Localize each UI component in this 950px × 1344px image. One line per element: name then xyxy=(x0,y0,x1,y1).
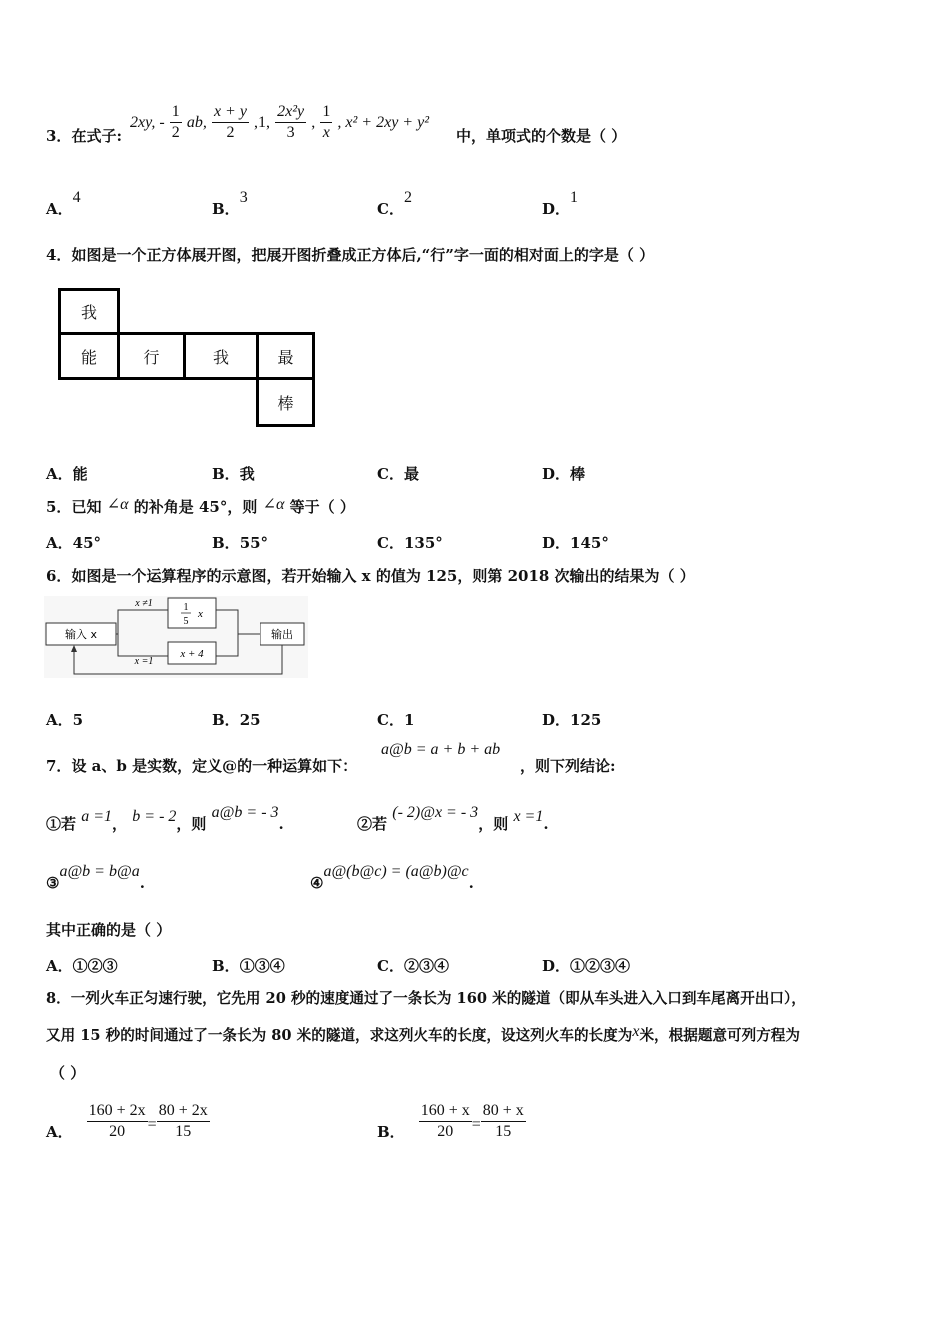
equals-sign: = xyxy=(147,1116,157,1133)
q4-option-d[interactable] xyxy=(542,463,585,484)
option-label: B． xyxy=(212,465,240,483)
q3-expr-part: ab, xyxy=(186,114,207,131)
frac-den: 2 xyxy=(171,124,180,141)
q6-text: 如图是一个运算程序的示意图，若开始输入 x 的值为 125，则第 2018 次输出的结果为（ ） xyxy=(71,567,695,585)
s1-result: a@b = - 3 xyxy=(211,804,279,821)
q7-text-2: ，则下列结论: xyxy=(520,757,616,775)
option-a-right-fraction xyxy=(157,1101,210,1142)
q5-text: 等于（ ） xyxy=(289,498,355,516)
frac-den: 15 xyxy=(495,1122,512,1140)
net-cell-row3: 我 xyxy=(183,332,259,380)
net-cell-row4: 最 xyxy=(256,332,315,380)
option-value: 145° xyxy=(570,534,609,552)
q7-number: 7． xyxy=(46,757,72,775)
q4-option-c[interactable] xyxy=(377,463,419,484)
option-value: 25 xyxy=(239,711,261,729)
option-value: 棒 xyxy=(570,465,586,483)
option-label: A． xyxy=(46,711,73,729)
op-top-var: x xyxy=(198,608,203,620)
q5-text: 已知 xyxy=(71,498,102,516)
q3-option-c[interactable] xyxy=(377,189,412,219)
net-cell-row1: 能 xyxy=(58,332,120,380)
option-label: D． xyxy=(542,957,571,975)
input-label: 输入 x xyxy=(64,628,98,641)
q6-option-c[interactable] xyxy=(377,709,414,730)
option-value: 5 xyxy=(72,711,84,729)
equals-sign: = xyxy=(471,1116,481,1133)
net-cell-row2: 行 xyxy=(117,332,186,380)
period: . xyxy=(468,874,474,892)
option-value: ①③④ xyxy=(239,957,285,975)
option-label: A． xyxy=(46,465,73,483)
option-label: C． xyxy=(377,957,404,975)
output-label: 输出 xyxy=(271,628,293,641)
q3-expression xyxy=(130,102,429,143)
q3-stem xyxy=(46,126,122,146)
option-b-left-fraction xyxy=(419,1101,472,1142)
option-value: 1 xyxy=(403,711,415,729)
q3-fraction-2x2y xyxy=(275,102,306,143)
frac-den: x xyxy=(322,124,330,141)
option-value: 4 xyxy=(72,189,81,206)
statement-prefix: ③ xyxy=(46,874,60,892)
op-top-num: 1 xyxy=(183,602,189,613)
then-word: ，则 xyxy=(478,815,509,833)
cond-bottom-label: x =1 xyxy=(134,656,154,667)
frac-den: 3 xyxy=(286,124,295,141)
q3-prefix: 在式子: xyxy=(71,127,122,145)
option-label: B． xyxy=(212,711,240,729)
q7-question: 其中正确的是（ ） xyxy=(46,921,172,939)
q8-option-a[interactable] xyxy=(46,1096,210,1146)
q5-option-a[interactable] xyxy=(46,532,101,553)
q7-text: 设 a、b 是实数，定义@的一种运算如下： xyxy=(71,757,358,775)
q5-option-b[interactable] xyxy=(212,532,268,553)
op-top-box xyxy=(168,598,216,628)
q5-text: 的补角是 45°，则 xyxy=(133,498,258,516)
option-label: D． xyxy=(542,711,571,729)
option-label: D． xyxy=(542,534,571,552)
statement-prefix: ④ xyxy=(310,874,324,892)
op-bottom-label: x + 4 xyxy=(180,648,204,660)
cond-top-label: x ≠1 xyxy=(135,598,153,609)
frac-num: x + y xyxy=(212,102,249,123)
net-cell-top: 我 xyxy=(58,288,120,335)
q7-stem xyxy=(46,756,357,776)
frac-den: 2 xyxy=(226,124,235,141)
net-cell-bottom: 棒 xyxy=(256,377,315,427)
s2-condition: (- 2)@x = - 3 xyxy=(392,804,479,821)
s1-cond-b: b = - 2 xyxy=(132,808,177,825)
frac-num: 80 + x xyxy=(481,1101,526,1122)
statement-prefix: ①若 xyxy=(46,815,77,833)
q3-fraction-1x xyxy=(320,102,332,143)
q3-expr-part: ,1, xyxy=(254,114,271,131)
option-label: A． xyxy=(46,534,73,552)
q3-option-a[interactable] xyxy=(46,189,81,219)
q4-text: 如图是一个正方体展开图，把展开图折叠成正方体后,“行”字一面的相对面上的字是（ ） xyxy=(71,246,655,264)
q3-option-b[interactable] xyxy=(212,189,248,219)
frac-den: 20 xyxy=(109,1122,126,1140)
option-value: 1 xyxy=(570,189,579,206)
option-label: A． xyxy=(46,200,73,218)
s2-result: x =1 xyxy=(513,808,544,825)
option-value: ①②③④ xyxy=(570,957,631,975)
q7-statement-2 xyxy=(357,804,549,835)
frac-num: 1 xyxy=(320,102,332,123)
frac-num: 1 xyxy=(170,102,182,123)
q8-number: 8． xyxy=(46,990,71,1007)
q5-stem xyxy=(46,497,355,518)
option-value: 125 xyxy=(570,711,602,729)
option-value: 3 xyxy=(239,189,248,206)
angle-alpha: ∠α xyxy=(262,496,285,513)
angle-alpha: ∠α xyxy=(106,496,129,513)
option-value: 55° xyxy=(239,534,269,552)
q8-text: 又用 15 秒的时间通过了一条长为 80 米的隧道，求这列火车的长度，设这列火车的长度为 xyxy=(46,1027,633,1044)
q8-option-b[interactable] xyxy=(377,1096,526,1146)
option-value: 最 xyxy=(403,465,419,483)
option-value: 45° xyxy=(72,534,102,552)
option-label: D． xyxy=(542,200,571,218)
op-top-den: 5 xyxy=(183,616,189,627)
q8-text: 米，根据题意可列方程为 xyxy=(639,1027,800,1044)
q6-option-a[interactable] xyxy=(46,709,83,730)
q5-option-d[interactable] xyxy=(542,532,609,553)
option-label: B． xyxy=(377,1122,405,1141)
option-label: C． xyxy=(377,534,404,552)
period: . xyxy=(543,815,549,833)
q7-option-b[interactable] xyxy=(212,955,285,976)
q6-stem xyxy=(46,566,695,586)
option-value: ①②③ xyxy=(72,957,118,975)
q6-option-d[interactable] xyxy=(542,709,601,730)
q7-option-d[interactable] xyxy=(542,955,630,976)
q3-expr-part: 2xy, - xyxy=(130,114,165,131)
option-label: A． xyxy=(46,1122,73,1141)
option-label: A． xyxy=(46,957,73,975)
q4-number: 4． xyxy=(46,246,72,264)
q7-definition: a@b = a + b + ab xyxy=(381,741,501,758)
q3-suffix: 中，单项式的个数是（ ） xyxy=(456,127,627,145)
q3-fraction-xy xyxy=(212,102,249,143)
then-word: ，则 xyxy=(176,815,207,833)
q7-option-a[interactable] xyxy=(46,955,118,976)
q7-statement-3 xyxy=(46,863,145,894)
q8-variable: x xyxy=(632,1023,640,1040)
frac-num: 160 + 2x xyxy=(87,1101,148,1122)
s1-cond-a: a =1 xyxy=(81,808,113,825)
option-value: 135° xyxy=(403,534,443,552)
frac-num: 80 + 2x xyxy=(157,1101,210,1122)
q5-option-c[interactable] xyxy=(377,532,443,553)
frac-num: 160 + x xyxy=(419,1101,472,1122)
q3-expr-part: , xyxy=(311,114,316,131)
option-label: B． xyxy=(212,957,240,975)
option-label: B． xyxy=(212,534,240,552)
q3-fraction-half xyxy=(170,102,182,143)
period: . xyxy=(139,874,145,892)
program-flow-diagram xyxy=(44,596,308,678)
q8-text: 一列火车正匀速行驶，它先用 20 秒的速度通过了一条长为 160 米的隧道（即从车头进入入口到车尾离开出口）， xyxy=(70,990,806,1007)
period: . xyxy=(278,815,284,833)
s4-expression: a@(b@c) = (a@b)@c xyxy=(323,863,469,880)
option-value: 我 xyxy=(239,465,255,483)
q3-expr-part: , x² + 2xy + y² xyxy=(337,114,429,131)
q7-option-c[interactable] xyxy=(377,955,449,976)
option-b-right-fraction xyxy=(481,1101,526,1142)
q7-statement-1 xyxy=(46,804,284,835)
q8-line-2 xyxy=(46,1023,800,1046)
q8-line-3: （ ） xyxy=(50,1064,86,1082)
option-value: 2 xyxy=(403,189,412,206)
frac-den: 15 xyxy=(175,1122,192,1140)
q4-option-a[interactable] xyxy=(46,463,88,484)
q3-number: 3． xyxy=(46,127,72,145)
option-a-left-fraction xyxy=(87,1101,148,1142)
q5-number: 5． xyxy=(46,498,72,516)
q6-option-b[interactable] xyxy=(212,709,261,730)
option-label: C． xyxy=(377,711,404,729)
statement-prefix: ②若 xyxy=(357,815,388,833)
q4-stem xyxy=(46,245,654,265)
option-value: ②③④ xyxy=(403,957,449,975)
frac-den: 20 xyxy=(437,1122,454,1140)
option-label: D． xyxy=(542,465,571,483)
frac-num: 2x²y xyxy=(275,102,306,123)
separator: ， xyxy=(112,815,128,833)
option-value: 能 xyxy=(72,465,88,483)
q7-statement-4 xyxy=(310,863,474,894)
option-label: C． xyxy=(377,200,404,218)
q4-option-b[interactable] xyxy=(212,463,255,484)
s3-expression: a@b = b@a xyxy=(59,863,140,880)
q8-line-1 xyxy=(46,989,806,1009)
q3-option-d[interactable] xyxy=(542,189,579,219)
option-label: C． xyxy=(377,465,404,483)
option-label: B． xyxy=(212,200,240,218)
q6-number: 6． xyxy=(46,567,72,585)
